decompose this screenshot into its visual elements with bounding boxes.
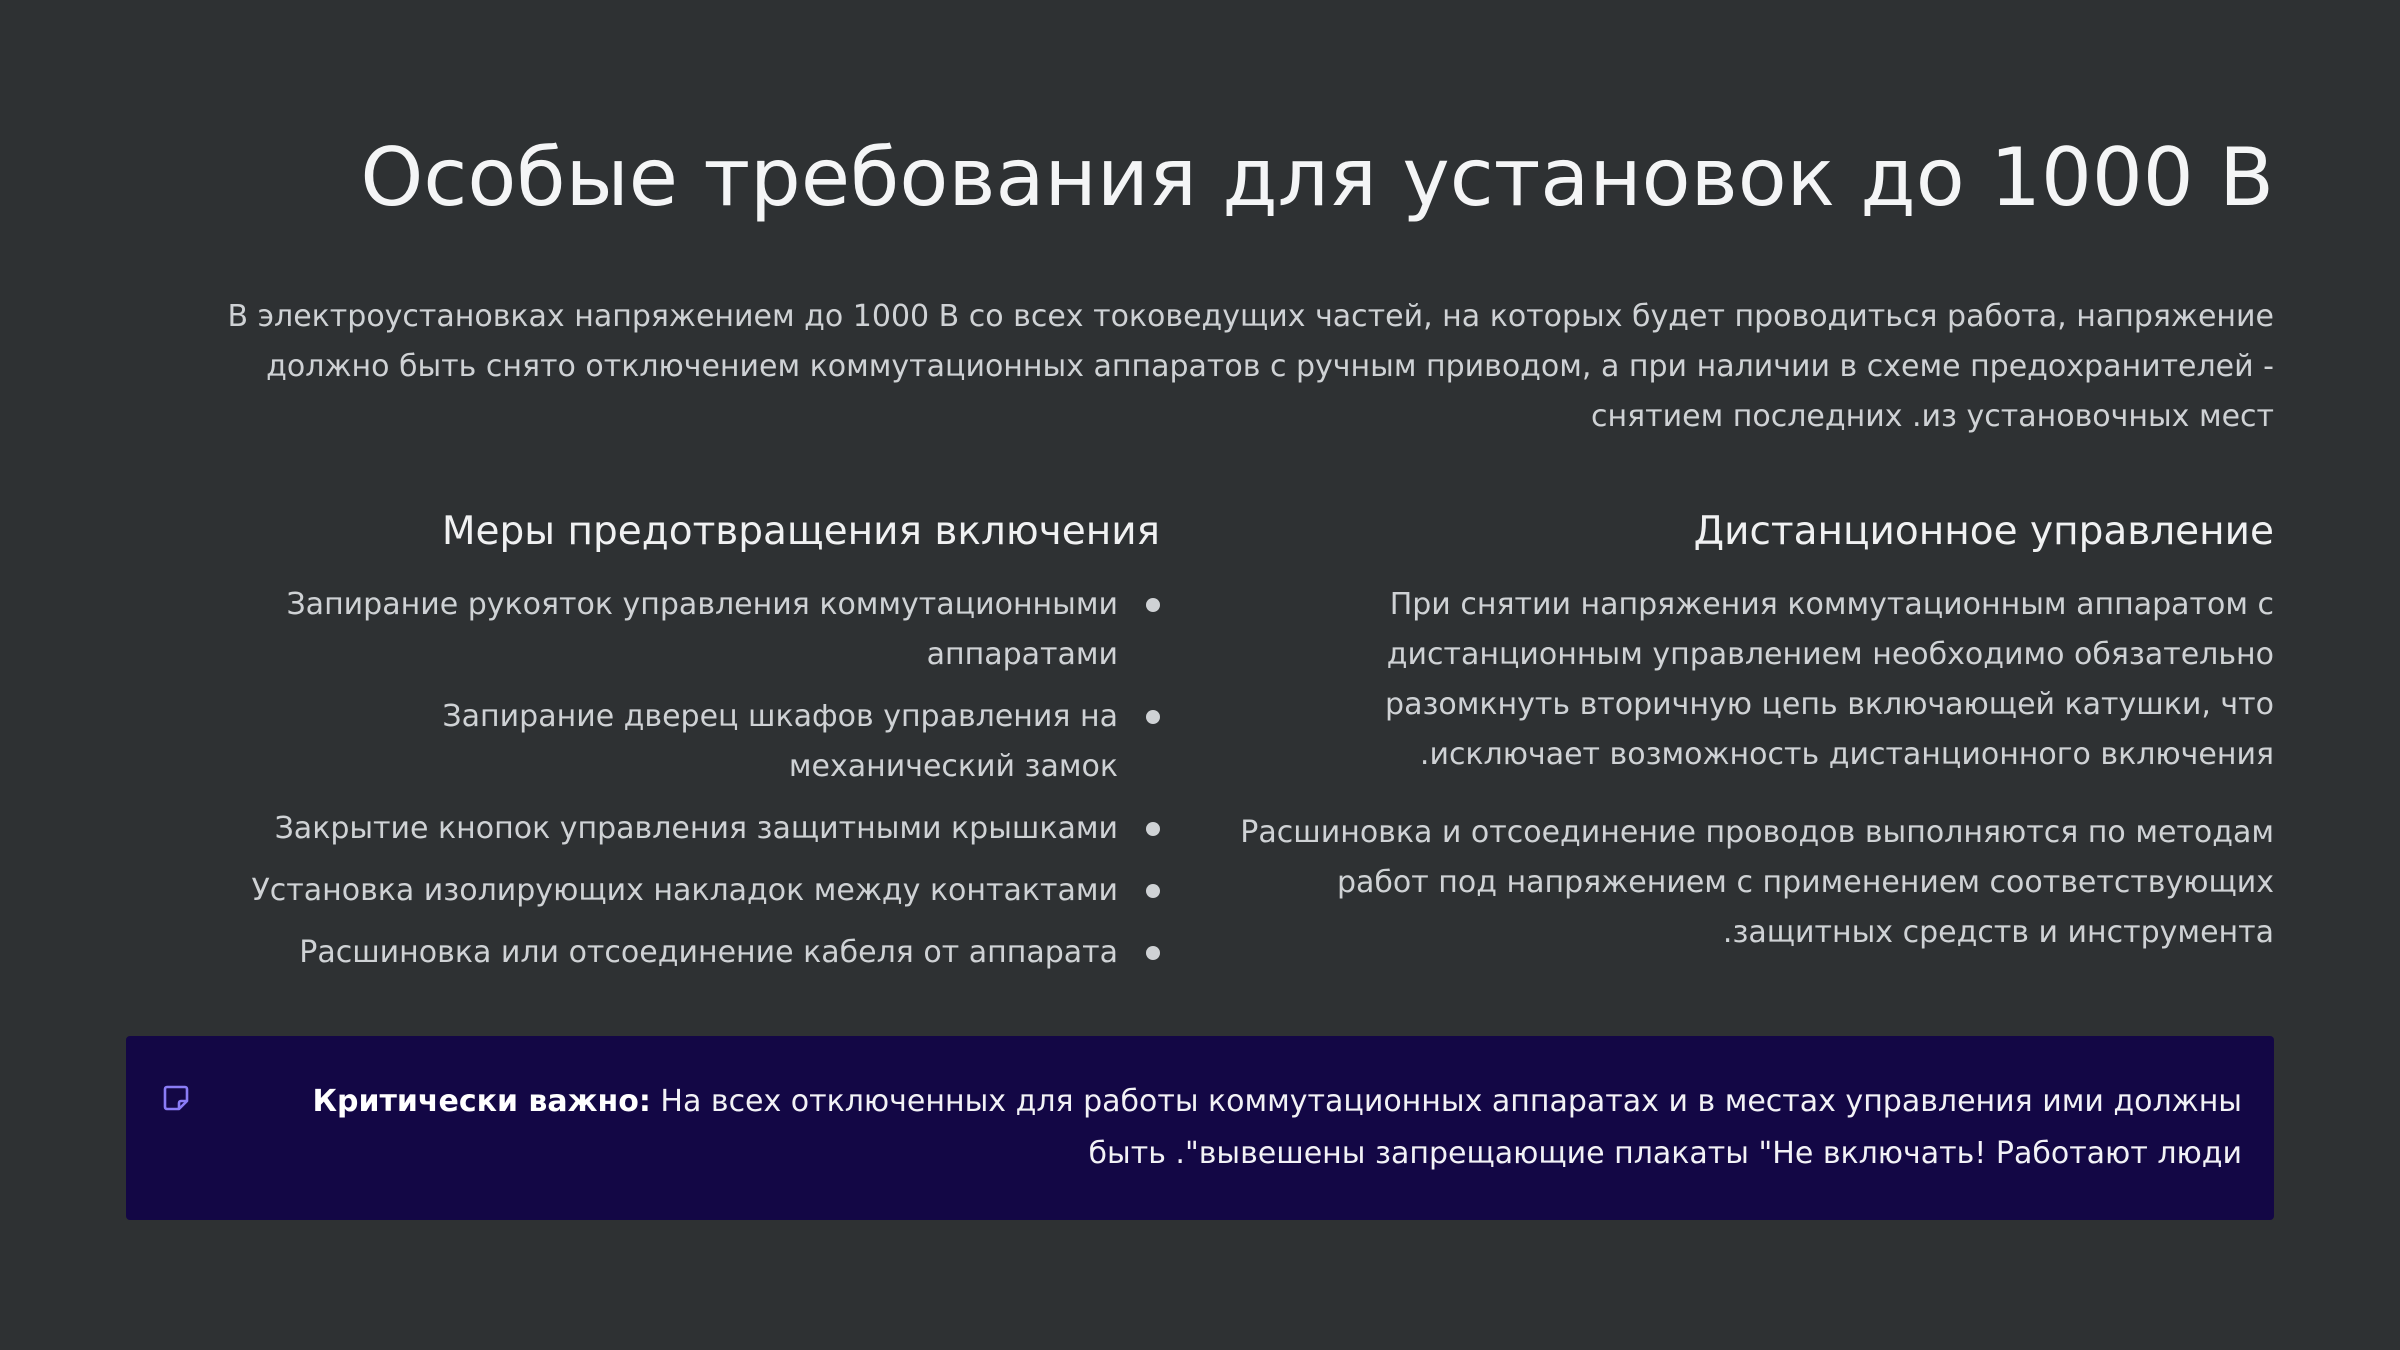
callout-body: На всех отключенных для работы коммутационных аппаратах и в местах управления ими должны быть ."вывешены запрещающие плакаты "Не включать! Работают люди [660, 1084, 2242, 1171]
intro-paragraph: В электроустановках напряжением до 1000 В со всех токоведущих частей, на которых будет проводиться работа, напряжение должно быть снято отключением коммутационных аппаратов с ручным приводом, а при наличии в схеме предохранителей - снятием последних .из установочных мест [227, 299, 2274, 434]
list-item [126, 866, 1160, 916]
list-item [126, 580, 1160, 680]
sticky-note-icon [162, 1084, 190, 1112]
bullet-icon [1146, 710, 1160, 724]
critical-callout [126, 1036, 2274, 1220]
remote-control-paragraph: Расшиновка и отсоединение проводов выполняются по методам работ под напряжением с применением соответствующих .защитных средств и инструмента [1240, 815, 2274, 950]
remote-control-section [1240, 504, 2274, 986]
list-item-text: Расшиновка или отсоединение кабеля от аппарата [299, 935, 1118, 970]
list-item [126, 928, 1160, 978]
callout-label: Критически важно: [312, 1084, 651, 1119]
prevention-measures-heading: Меры предотвращения включения [441, 509, 1160, 554]
slide [126, 0, 2274, 1350]
bullet-icon [1146, 822, 1160, 836]
slide-title: Особые требования для установок до 1000 В [360, 131, 2274, 224]
list-item [126, 692, 1160, 792]
list-item-text: Закрытие кнопок управления защитными крышками [274, 811, 1118, 846]
list-item-text: Запирание дверец шкафов управления на механический замок [442, 699, 1118, 784]
prevention-measures-list [126, 580, 1160, 978]
remote-control-heading: Дистанционное управление [1693, 509, 2274, 554]
prevention-measures-section [126, 504, 1160, 990]
bullet-icon [1146, 884, 1160, 898]
list-item-text: Запирание рукояток управления коммутационными аппаратами [286, 587, 1118, 672]
list-item [126, 804, 1160, 854]
list-item-text: Установка изолирующих накладок между контактами [251, 873, 1118, 908]
bullet-icon [1146, 598, 1160, 612]
remote-control-paragraph: При снятии напряжения коммутационным аппаратом с дистанционным управлением необходимо обязательно разомкнуть вторичную цепь включающей катушки, что .исключает возможность дистанционного включения [1385, 587, 2274, 772]
bullet-icon [1146, 946, 1160, 960]
callout-text [286, 1076, 2242, 1180]
